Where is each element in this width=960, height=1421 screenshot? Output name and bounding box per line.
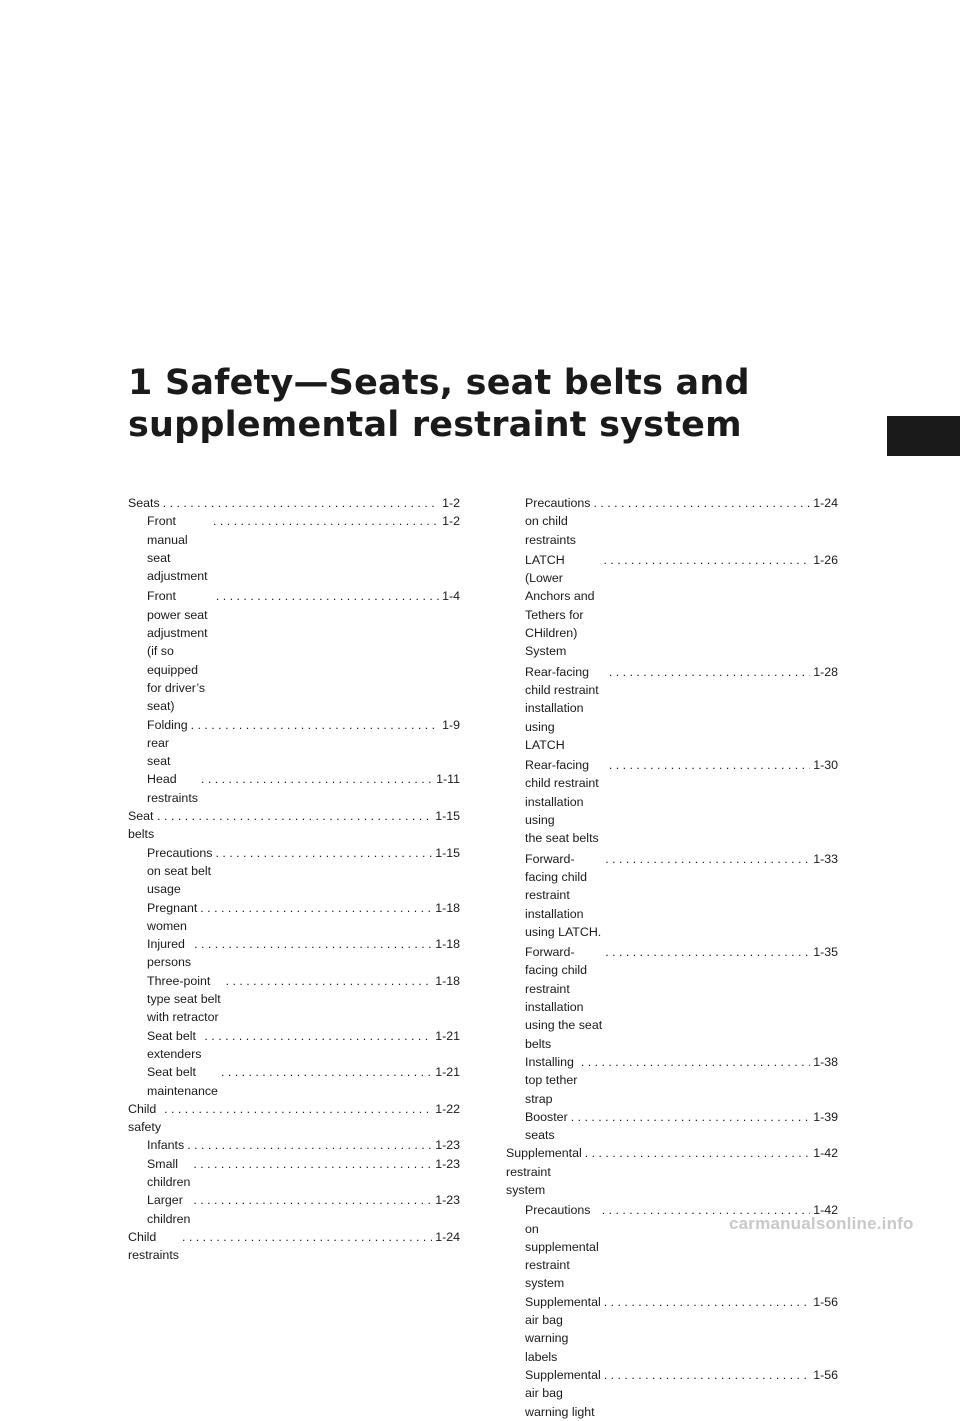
toc-entry-page: 1-2	[442, 496, 460, 510]
toc-entry[interactable]	[128, 935, 460, 972]
toc-dot-leader	[201, 770, 433, 788]
toc-dot-leader	[191, 716, 439, 734]
toc-entry-page: 1-18	[435, 973, 460, 988]
chapter-title-line-2: supplemental restraint system	[128, 405, 742, 445]
toc-left-column	[128, 494, 460, 1264]
toc-dot-leader	[604, 1366, 810, 1384]
toc-entry-page: 1-4	[442, 589, 460, 604]
toc-entry[interactable]	[506, 850, 838, 941]
toc-entry[interactable]	[506, 663, 838, 754]
toc-dot-leader	[216, 587, 439, 605]
toc-entry-page: 1-18	[435, 937, 460, 952]
toc-entry[interactable]	[128, 972, 460, 1027]
toc-entry-title: Larger children	[147, 1193, 191, 1226]
toc-entry[interactable]	[506, 1366, 838, 1421]
toc-entry-page: 1-23	[435, 1156, 460, 1171]
toc-entry-title: Forward-facing child restraint installation using the seat belts	[525, 945, 603, 1051]
toc-entry-title: Folding rear seat	[147, 717, 188, 769]
toc-entry-page: 1-15	[435, 809, 460, 824]
toc-entry-title: Front manual seat adjustment	[147, 514, 208, 584]
toc-entry-title: Rear-facing child restraint installation using LATCH	[525, 664, 599, 752]
toc-dot-leader	[215, 844, 432, 862]
toc-entry[interactable]	[128, 1063, 460, 1100]
toc-entry-title: Front power seat adjustment (if so equipped for driver’s seat)	[147, 589, 208, 714]
toc-dot-leader	[193, 1155, 432, 1173]
toc-entry[interactable]	[506, 1053, 838, 1108]
toc-dot-leader	[157, 807, 432, 825]
toc-entry-page: 1-42	[813, 1203, 838, 1218]
toc-entry-title: Head restraints	[147, 772, 198, 805]
toc-dot-leader	[593, 494, 810, 512]
toc-dot-leader	[204, 1027, 432, 1045]
toc-entry-page: 1-23	[435, 1138, 460, 1153]
toc-entry-title: Seat belt extenders	[147, 1028, 202, 1061]
toc-entry[interactable]	[128, 899, 460, 936]
toc-dot-leader	[187, 1136, 432, 1154]
toc-entry-title: Precautions on seat belt usage	[147, 845, 213, 897]
toc-dot-leader	[213, 512, 439, 530]
toc-entry-page: 1-38	[813, 1054, 838, 1069]
toc-entry-page: 1-21	[435, 1028, 460, 1043]
toc-entry-title: Small children	[147, 1156, 191, 1189]
toc-entry-title: Three-point type seat belt with retractor	[147, 973, 221, 1025]
toc-entry-page: 1-24	[813, 496, 838, 510]
toc-entry-page: 1-33	[813, 851, 838, 866]
toc-entry-page: 1-56	[813, 1294, 838, 1309]
toc-entry-title: Child safety	[128, 1101, 162, 1135]
toc-entry-title: Child restraints	[128, 1229, 179, 1263]
toc-entry-title: Supplemental air bag warning labels	[525, 1294, 601, 1364]
toc-dot-leader	[163, 494, 439, 512]
toc-entry-page: 1-24	[435, 1229, 460, 1244]
toc-entry[interactable]	[128, 1027, 460, 1064]
toc-entry-page: 1-23	[435, 1193, 460, 1208]
toc-dot-leader	[571, 1108, 810, 1126]
toc-entry-page: 1-28	[813, 664, 838, 679]
toc-dot-leader	[609, 663, 810, 681]
toc-entry-page: 1-56	[813, 1367, 838, 1382]
toc-entry-title: Rear-facing child restraint installation using the seat belts	[525, 758, 599, 846]
toc-entry[interactable]	[128, 807, 460, 844]
toc-dot-leader	[604, 1293, 810, 1311]
toc-entry[interactable]	[506, 494, 838, 549]
toc-entry-title: Seats	[128, 496, 160, 510]
toc-entry-page: 1-18	[435, 900, 460, 915]
toc-entry[interactable]	[506, 1293, 838, 1366]
toc-entry-page: 1-2	[442, 514, 460, 529]
toc-entry[interactable]	[506, 1108, 838, 1145]
toc-entry-title: Booster seats	[525, 1109, 568, 1143]
toc-dot-leader	[164, 1100, 432, 1118]
toc-dot-leader	[609, 756, 810, 774]
toc-dot-leader	[193, 1191, 432, 1209]
toc-entry[interactable]	[128, 1228, 460, 1265]
toc-entry[interactable]	[128, 587, 460, 715]
toc-dot-leader	[194, 935, 432, 953]
toc-dot-leader	[221, 1063, 432, 1081]
toc-entry[interactable]	[506, 943, 838, 1053]
toc-entry-page: 1-22	[435, 1101, 460, 1116]
toc-dot-leader	[605, 943, 810, 961]
toc-dot-leader	[604, 551, 811, 569]
toc-entry-title: Pregnant women	[147, 900, 198, 933]
toc-entry-page: 1-15	[435, 845, 460, 860]
toc-entry-title: Supplemental restraint system	[506, 1146, 582, 1197]
toc-dot-leader	[585, 1144, 810, 1162]
chapter-thumb-tab	[887, 416, 960, 456]
toc-entry[interactable]	[128, 770, 460, 807]
toc-entry-title: Installing top tether strap	[525, 1054, 578, 1106]
toc-entry[interactable]	[128, 1136, 460, 1154]
toc-entry-title: Seat belt maintenance	[147, 1065, 218, 1098]
toc-entry[interactable]	[506, 551, 838, 661]
toc-entry-page: 1-42	[813, 1146, 838, 1161]
toc-entry[interactable]	[506, 1144, 838, 1199]
toc-entry-page: 1-26	[813, 552, 838, 567]
toc-right-column	[506, 494, 838, 1421]
toc-dot-leader	[226, 972, 433, 990]
toc-entry-title: LATCH (Lower Anchors and Tethers for CHildren) System	[525, 552, 595, 659]
toc-entry-title: Supplemental air bag warning light	[525, 1367, 601, 1419]
toc-entry-title: Seat belts	[128, 809, 155, 842]
toc-entry-page: 1-35	[813, 945, 838, 960]
toc-dot-leader	[581, 1053, 810, 1071]
toc-entry[interactable]	[128, 512, 460, 585]
toc-dot-leader	[200, 899, 432, 917]
toc-entry-page: 1-11	[436, 772, 460, 787]
toc-entry-page: 1-9	[442, 717, 460, 732]
toc-entry-page: 1-30	[813, 758, 838, 773]
toc-entry[interactable]	[128, 844, 460, 899]
toc-entry[interactable]	[506, 756, 838, 847]
toc-dot-leader	[182, 1228, 432, 1246]
chapter-title	[128, 362, 828, 446]
toc-entry-title: Forward-facing child restraint installation using LATCH.	[525, 851, 602, 939]
toc-dot-leader	[605, 850, 810, 868]
watermark: carmanualsonline.info	[729, 1214, 914, 1233]
toc-entry-title: Precautions on supplemental restraint system	[525, 1203, 599, 1291]
toc-entry-title: Precautions on child restraints	[525, 496, 591, 547]
toc-entry-page: 1-39	[813, 1109, 838, 1124]
toc-entry[interactable]	[128, 1100, 460, 1137]
toc-entry-title: Injured persons	[147, 937, 192, 970]
toc-entry[interactable]	[128, 716, 460, 771]
toc-entry[interactable]	[128, 494, 460, 512]
toc-entry[interactable]	[128, 1191, 460, 1228]
chapter-title-line-1: 1 Safety—Seats, seat belts and	[128, 363, 750, 403]
toc-entry[interactable]	[128, 1155, 460, 1192]
toc-entry-title: Infants	[147, 1138, 185, 1153]
toc-entry-page: 1-21	[435, 1065, 460, 1080]
